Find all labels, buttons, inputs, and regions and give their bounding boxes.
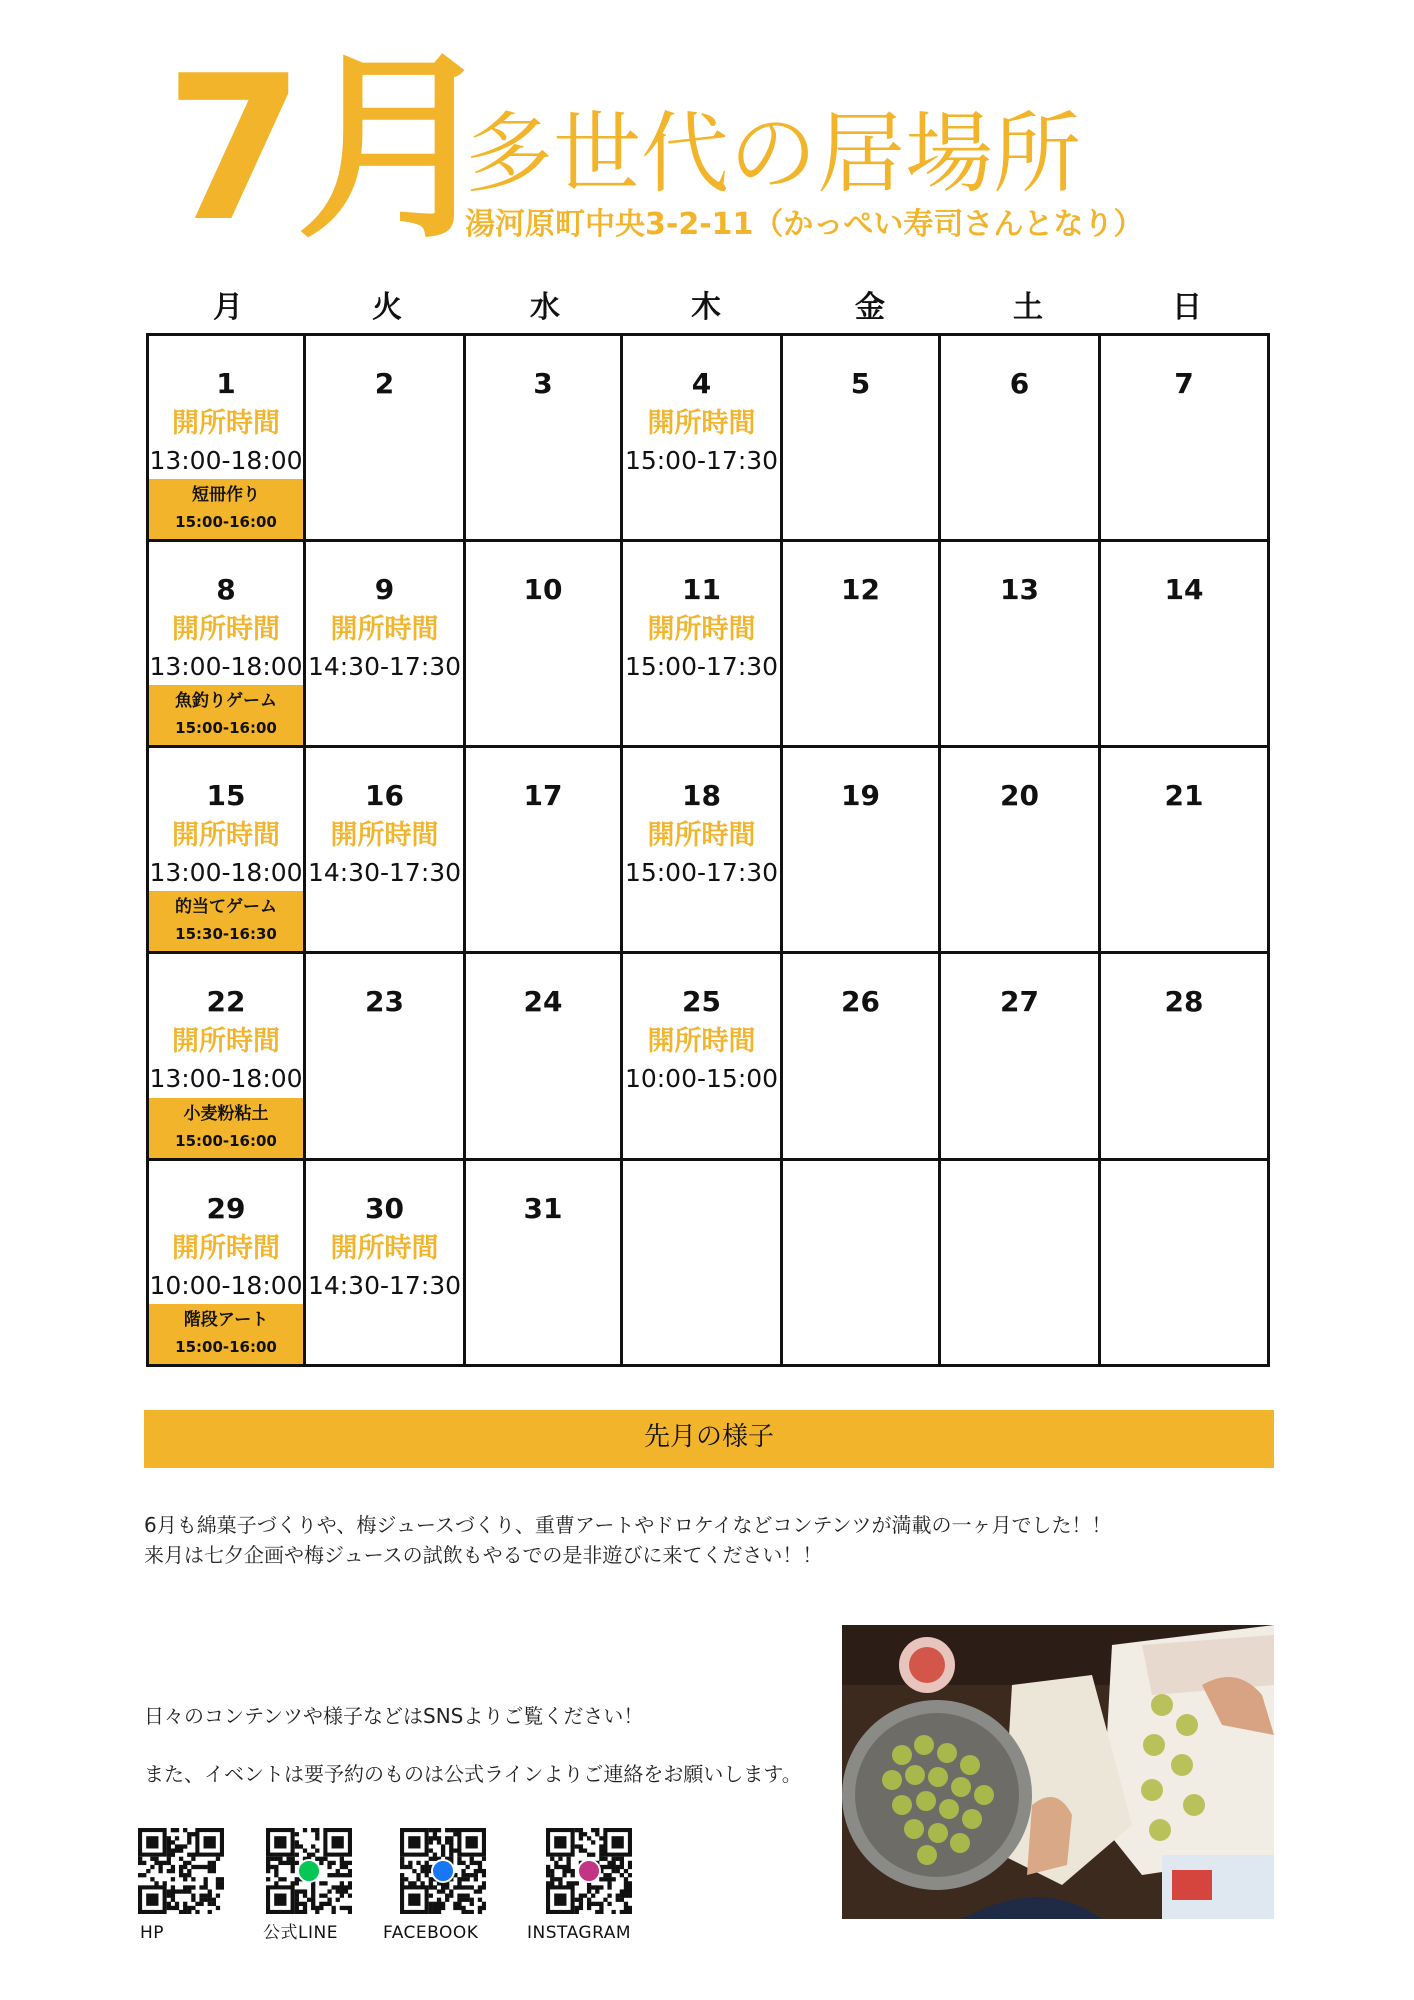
day-number: 5 <box>850 367 871 400</box>
calendar-cell <box>1101 542 1267 748</box>
calendar-cell <box>941 336 1101 542</box>
weekday-label: 火 <box>372 290 402 325</box>
sns-text-line2: また、イベントは要予約のものは公式ラインよりご連絡をお願いします。 <box>144 1762 802 1786</box>
day-number: 27 <box>1000 985 1039 1018</box>
calendar-cell <box>466 748 623 954</box>
event-badge <box>149 891 303 951</box>
calendar-cell <box>306 1161 466 1364</box>
weekday-label: 金 <box>855 290 885 325</box>
event-name: 階段アート <box>183 1310 269 1330</box>
event-name: 的当てゲーム <box>175 897 277 917</box>
open-hours-time: 13:00-18:00 <box>149 858 303 887</box>
open-hours-label: 開所時間 <box>172 408 280 439</box>
day-number: 14 <box>1164 573 1204 606</box>
calendar-cell <box>466 954 623 1161</box>
line-label: 公式LINE <box>263 1923 338 1943</box>
calendar-cell <box>306 542 466 748</box>
day-number: 9 <box>374 573 395 606</box>
open-hours-label: 開所時間 <box>172 1233 280 1264</box>
calendar-cell <box>466 1161 623 1364</box>
sns-text-line1: 日々のコンテンツや様子などはSNSよりご覧ください！ <box>144 1704 644 1728</box>
open-hours-time: 14:30-17:30 <box>307 858 462 887</box>
day-number: 21 <box>1164 779 1204 812</box>
event-time: 15:00-16:00 <box>175 513 277 531</box>
calendar-cell <box>1101 748 1267 954</box>
calendar-cell <box>306 336 466 542</box>
day-number: 3 <box>533 367 553 400</box>
facebook-qr-code-icon[interactable] <box>400 1828 486 1914</box>
day-number: 7 <box>1174 367 1194 400</box>
open-hours-time: 10:00-15:00 <box>624 1064 779 1093</box>
day-number: 30 <box>365 1192 404 1225</box>
calendar-cell <box>306 954 466 1161</box>
open-hours-time: 10:00-18:00 <box>149 1271 303 1300</box>
event-badge <box>149 1304 303 1364</box>
day-number: 13 <box>1000 573 1039 606</box>
day-number: 28 <box>1164 985 1204 1018</box>
event-badge <box>149 1098 303 1158</box>
weekday-label: 水 <box>530 290 560 325</box>
calendar-cell <box>466 336 623 542</box>
calendar-cell <box>941 1161 1101 1364</box>
event-badge <box>149 479 303 539</box>
plum-photo-illustration <box>842 1625 1274 1919</box>
calendar-cell <box>466 542 623 748</box>
event-name: 魚釣りゲーム <box>175 691 277 711</box>
instagram-label: INSTAGRAM <box>527 1923 632 1943</box>
day-number: 22 <box>206 985 246 1018</box>
open-hours-label: 開所時間 <box>172 820 280 851</box>
event-time: 15:30-16:30 <box>175 925 277 943</box>
open-hours-label: 開所時間 <box>330 1233 439 1264</box>
calendar-cell <box>149 954 306 1161</box>
open-hours-time: 15:00-17:30 <box>624 858 779 887</box>
day-number: 10 <box>523 573 563 606</box>
day-number: 4 <box>691 367 712 400</box>
calendar-grid <box>146 333 1270 1367</box>
calendar-cell <box>1101 336 1267 542</box>
open-hours-time: 15:00-17:30 <box>624 652 779 681</box>
open-hours-time: 13:00-18:00 <box>149 652 303 681</box>
event-time: 15:00-16:00 <box>175 1338 277 1356</box>
open-hours-label: 開所時間 <box>330 614 439 645</box>
calendar-cell <box>623 542 783 748</box>
open-hours-label: 開所時間 <box>647 614 756 645</box>
last-month-text-line2: 来月は七夕企画や梅ジュースの試飲もやるでの是非遊びに来てください！！ <box>144 1543 823 1567</box>
open-hours-label: 開所時間 <box>647 1026 756 1057</box>
day-number: 8 <box>216 573 236 606</box>
calendar-cell <box>783 542 941 748</box>
calendar-cell <box>941 542 1101 748</box>
day-number: 23 <box>365 985 404 1018</box>
place-title: 多世代の居場所 <box>465 102 1082 205</box>
open-hours-label: 開所時間 <box>647 820 756 851</box>
open-hours-label: 開所時間 <box>172 614 280 645</box>
calendar-cell <box>149 542 306 748</box>
calendar-cell <box>623 1161 783 1364</box>
calendar-cell <box>149 336 306 542</box>
calendar-cell <box>306 748 466 954</box>
day-number: 15 <box>206 779 246 812</box>
line-qr-code-icon[interactable] <box>266 1828 352 1914</box>
open-hours-label: 開所時間 <box>330 820 439 851</box>
calendar-cell <box>783 1161 941 1364</box>
hp-qr-code-icon[interactable] <box>138 1828 224 1914</box>
last-month-banner <box>144 1410 1274 1468</box>
calendar-cell <box>623 748 783 954</box>
month-title: 7月 <box>165 33 489 266</box>
day-number: 29 <box>206 1192 246 1225</box>
activity-photo <box>842 1625 1274 1919</box>
open-hours-time: 14:30-17:30 <box>307 1271 462 1300</box>
event-time: 15:00-16:00 <box>175 719 277 737</box>
day-number: 31 <box>523 1192 563 1225</box>
day-number: 20 <box>1000 779 1039 812</box>
weekday-label: 月 <box>213 290 243 325</box>
day-number: 18 <box>682 779 721 812</box>
calendar-cell <box>783 954 941 1161</box>
event-name: 小麦粉粘土 <box>183 1104 269 1124</box>
day-number: 26 <box>841 985 880 1018</box>
day-number: 24 <box>523 985 563 1018</box>
instagram-qr-code-icon[interactable] <box>546 1828 632 1914</box>
weekday-label: 日 <box>1172 290 1202 325</box>
weekday-label: 土 <box>1013 290 1043 325</box>
event-name: 短冊作り <box>192 485 260 505</box>
facebook-label: FACEBOOK <box>383 1923 479 1943</box>
hp-label: HP <box>140 1923 165 1943</box>
open-hours-label: 開所時間 <box>172 1026 280 1057</box>
last-month-text-line1: 6月も綿菓子づくりや、梅ジュースづくり、重曹アートやドロケイなどコンテンツが満載の一ヶ月でした！！ <box>144 1513 1112 1537</box>
calendar-cell <box>149 1161 306 1364</box>
day-number: 1 <box>216 367 236 400</box>
day-number: 17 <box>523 779 563 812</box>
calendar-cell <box>783 748 941 954</box>
weekday-label: 木 <box>691 290 721 325</box>
calendar-cell <box>941 748 1101 954</box>
last-month-heading: 先月の様子 <box>643 1422 774 1452</box>
day-number: 12 <box>841 573 880 606</box>
calendar-cell <box>941 954 1101 1161</box>
address: 湯河原町中央3-2-11（かっぺい寿司さんとなり） <box>465 207 1144 242</box>
calendar-cell <box>1101 954 1267 1161</box>
open-hours-label: 開所時間 <box>647 408 756 439</box>
calendar-cell <box>623 336 783 542</box>
open-hours-time: 14:30-17:30 <box>307 652 462 681</box>
open-hours-time: 13:00-18:00 <box>149 446 303 475</box>
event-badge <box>149 685 303 745</box>
event-time: 15:00-16:00 <box>175 1132 277 1150</box>
calendar-cell <box>1101 1161 1267 1364</box>
day-number: 6 <box>1009 367 1030 400</box>
day-number: 19 <box>841 779 880 812</box>
open-hours-time: 15:00-17:30 <box>624 446 779 475</box>
day-number: 25 <box>682 985 721 1018</box>
day-number: 16 <box>365 779 404 812</box>
open-hours-time: 13:00-18:00 <box>149 1064 303 1093</box>
day-number: 2 <box>374 367 395 400</box>
calendar-cell <box>783 336 941 542</box>
calendar-cell <box>149 748 306 954</box>
day-number: 11 <box>682 573 721 606</box>
calendar-cell <box>623 954 783 1161</box>
